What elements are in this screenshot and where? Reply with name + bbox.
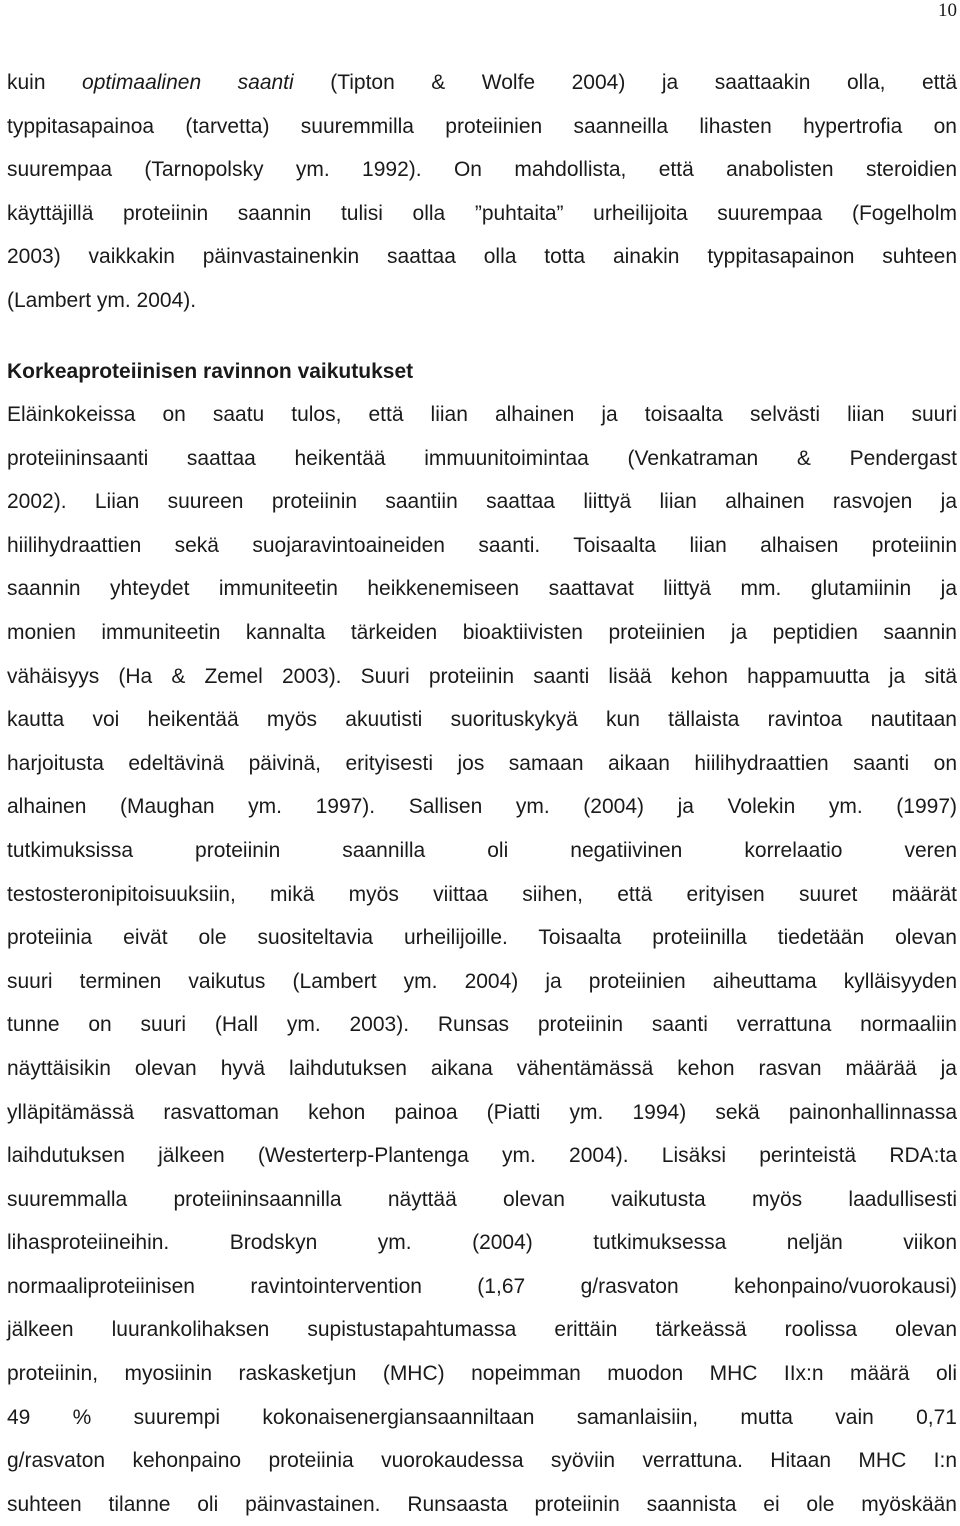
paragraph-line: testosteronipitoisuuksiin, mikä myös viittaa siihen, että erityisen suuret määrät: [7, 882, 957, 906]
paragraph-line: käyttäjillä proteiinin saannin tulisi olla ”puhtaita” urheilijoita suurempaa (Fogelholm: [7, 201, 957, 225]
paragraph-2: [7, 393, 957, 1526]
paragraph-line: suuri terminen vaikutus (Lambert ym. 2004) ja proteiinien aiheuttama kylläisyyden: [7, 969, 957, 993]
paragraph-line: vähäisyys (Ha & Zemel 2003). Suuri proteiinin saanti lisää kehon happamuutta ja sitä: [7, 664, 957, 688]
paragraph-line: laihdutuksen jälkeen (Westerterp-Plantenga ym. 2004). Lisäksi perinteistä RDA:ta: [7, 1144, 957, 1168]
paragraph-line: saannin yhteydet immuniteetin heikkenemiseen saattavat liittyä mm. glutamiinin ja: [7, 577, 957, 601]
italic-term: optimaalinen saanti: [82, 71, 294, 94]
paragraph-line: tunne on suuri (Hall ym. 2003). Runsas proteiinin saanti verrattuna normaaliin: [7, 1013, 957, 1037]
paragraph-line: g/rasvaton kehonpaino proteiinia vuorokaudessa syöviin verrattuna. Hitaan MHC I:n: [7, 1449, 957, 1473]
paragraph-line: 2003) vaikkakin päinvastainenkin saattaa olla totta ainakin typpitasapainon suhteen: [7, 245, 957, 269]
paragraph-line: alhainen (Maughan ym. 1997). Sallisen ym. (2004) ja Volekin ym. (1997): [7, 795, 957, 819]
paragraph-line: (Lambert ym. 2004).: [7, 288, 197, 312]
line-text: kuin: [7, 71, 83, 94]
paragraph-line: normaaliproteiinisen ravintointervention (1,67 g/rasvaton kehonpaino/vuorokausi): [7, 1274, 957, 1298]
line-text: (Tipton & Wolfe 2004) ja saattaakin olla, että: [293, 71, 958, 94]
paragraph-line: suuremmalla proteiininsaannilla näyttää olevan vaikutusta myös laadullisesti: [7, 1187, 957, 1211]
paragraph-line: tutkimuksissa proteiinin saannilla oli negatiivinen korrelaatio veren: [7, 838, 957, 862]
paragraph-line: suhteen tilanne oli päinvastainen. Runsaasta proteiinin saannista ei ole myöskään: [7, 1492, 957, 1516]
paragraph-line: suurempaa (Tarnopolsky ym. 1992). On mahdollista, että anabolisten steroidien: [7, 158, 957, 182]
paragraph-line: ylläpitämässä rasvattoman kehon painoa (Piatti ym. 1994) sekä painonhallinnassa: [7, 1100, 957, 1124]
paragraph-line: harjoitusta edeltävinä päivinä, erityisesti jos samaan aikaan hiilihydraattien saanti on: [7, 751, 957, 775]
paragraph-line: 2002). Liian suureen proteiinin saantiin saattaa liittyä liian alhainen rasvojen ja: [7, 490, 957, 514]
paragraph-line: kautta voi heikentää myös akuutisti suorituskykyä kun tällaista ravintoa nautitaan: [7, 708, 957, 732]
paragraph-line: lihasproteiineihin. Brodskyn ym. (2004) tutkimuksessa neljän viikon: [7, 1231, 957, 1255]
paragraph-line: [7, 61, 957, 105]
paragraph-line: monien immuniteetin kannalta tärkeiden bioaktiivisten proteiinien ja peptidien saannin: [7, 620, 957, 644]
section-heading: Korkeaproteiinisen ravinnon vaikutukset: [7, 360, 414, 383]
paragraph-line: proteiinia eivät ole suositeltavia urheilijoille. Toisaalta proteiinilla tiedetään olevan: [7, 926, 957, 950]
paragraph-line: näyttäisikin olevan hyvä laihdutuksen aikana vähentämässä kehon rasvan määrää ja: [7, 1056, 957, 1080]
paragraph-line: proteiininsaanti saattaa heikentää immuunitoimintaa (Venkatraman & Pendergast: [7, 446, 957, 470]
paragraph-line: jälkeen luurankolihaksen supistustapahtumassa erittäin tärkeässä roolissa olevan: [7, 1318, 957, 1342]
paragraph-line: Eläinkokeissa on saatu tulos, että liian alhainen ja toisaalta selvästi liian suuri: [7, 403, 957, 426]
paragraph-1: [7, 61, 957, 323]
paragraph-line: hiilihydraattien sekä suojaravintoaineiden saanti. Toisaalta liian alhaisen proteiinin: [7, 533, 957, 557]
paragraph-line: 49 % suurempi kokonaisenergiansaanniltaan samanlaisiin, mutta vain 0,71: [7, 1405, 957, 1429]
paragraph-line: proteiinin, myosiinin raskasketjun (MHC) nopeimman muodon MHC IIx:n määrä oli: [7, 1362, 957, 1386]
paragraph-line: typpitasapainoa (tarvetta) suuremmilla proteiinien saanneilla lihasten hypertrofia on: [7, 114, 957, 138]
page-number: 10: [938, 0, 957, 21]
